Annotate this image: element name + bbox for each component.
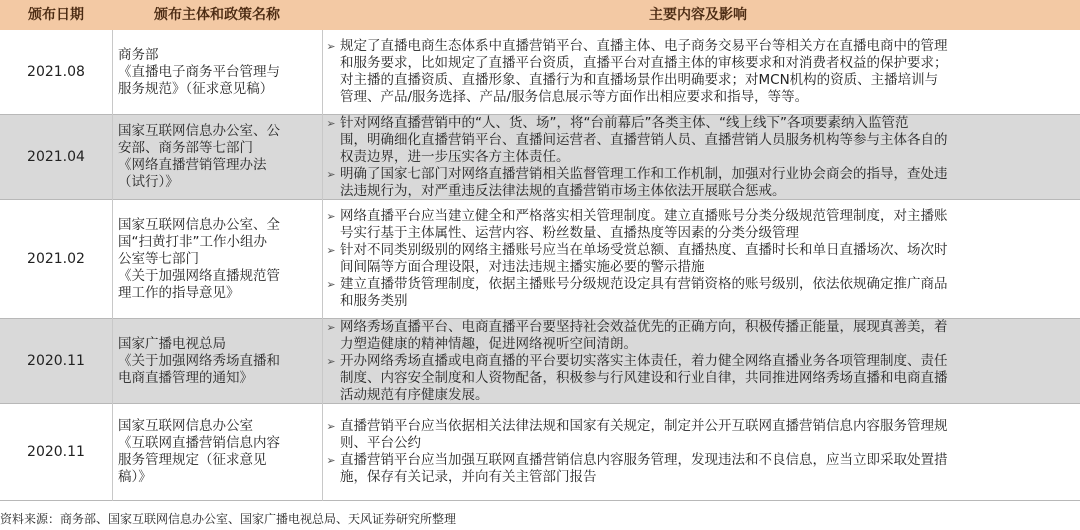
arrow-bullet-icon: ➢: [326, 354, 336, 368]
column-divider: [322, 115, 323, 200]
row-content: [322, 319, 1074, 403]
content-bullet: [322, 166, 1074, 200]
header-date: 颁布日期: [28, 7, 84, 23]
content-bullet: [322, 242, 1074, 276]
issuer-line: 理工作的指导意见》: [118, 284, 240, 301]
bullet-text: [340, 115, 1074, 166]
row-issuer: [112, 319, 320, 403]
arrow-bullet-icon: ➢: [326, 167, 336, 181]
source-note: 资料来源：商务部、国家互联网信息办公室、国家广播电视总局、天风证券研究所整理: [0, 512, 457, 526]
bullet-text: [340, 166, 1074, 200]
issuer-line: 《关于加强网络直播规范管: [118, 267, 280, 284]
bullet-line: 施，保存有关记录，并向有关主管部门报告: [340, 469, 597, 485]
column-divider: [322, 319, 323, 404]
column-divider: [112, 30, 113, 115]
bullet-text: [340, 208, 1074, 242]
row-date: 2020.11: [27, 444, 85, 460]
arrow-bullet-icon: ➢: [326, 454, 336, 467]
row-content: [322, 404, 1074, 500]
bullet-text: [340, 353, 1074, 404]
row-content: [322, 30, 1074, 114]
bullet-line: 直播营销平台应当加强互联网直播营销信息内容服务管理，发现违法和不良信息，应当立即采取处置措: [340, 452, 948, 468]
bullet-line: 法违规行为，对严重违反法律法规的直播营销市场主体依法开展联合惩戒。: [340, 182, 786, 199]
issuer-line: 国家互联网信息办公室、公: [118, 123, 280, 139]
bullet-line: 对主播的直播资质、直播形象、直播行为和直播场景作出明确要求；对MCN机构的资质、主播培训与: [340, 72, 939, 88]
bullet-line: 管理、产品/服务选择、产品/服务信息展示等方面作出相应要求和指导，等等。: [340, 89, 809, 105]
arrow-bullet-icon: ➢: [326, 210, 336, 223]
table-row: [0, 30, 1080, 115]
column-divider: [112, 404, 113, 501]
bullet-line: 力塑造健康的精神情趣，促进网络视听空间清朗。: [340, 335, 637, 352]
bullet-line: 规定了直播电商生态体系中直播营销平台、直播主体、电子商务交易平台等相关方在直播电商中的管理: [340, 38, 948, 54]
row-issuer: [112, 115, 320, 199]
row-issuer: [112, 200, 320, 318]
issuer-line: 服务管理规定（征求意见: [118, 452, 267, 468]
content-bullet: [322, 452, 1074, 486]
arrow-bullet-icon: ➢: [326, 278, 336, 291]
bullet-text: [340, 276, 1074, 310]
issuer-line: 电商直播管理的通知》: [118, 369, 253, 386]
content-bullet: [322, 208, 1074, 242]
issuer-line: 服务规范》（征求意见稿）: [118, 80, 274, 97]
issuer-line: 《关于加强网络秀场直播和: [118, 352, 280, 369]
bullet-line: 开办网络秀场直播或电商直播的平台要切实落实主体责任，着力健全网络直播业务各项管理制度、责任: [340, 352, 948, 369]
bullet-line: 针对不同类别级别的网络主播账号应当在单场受赏总额、直播热度、直播时长和单日直播场次、场次时: [340, 242, 948, 258]
row-content: [322, 115, 1074, 199]
row-issuer: [112, 30, 320, 114]
header-content: 主要内容及影响: [649, 7, 747, 23]
issuer-line: 公室等七部门: [118, 250, 199, 267]
arrow-bullet-icon: ➢: [326, 40, 336, 53]
issuer-line: 商务部: [118, 46, 159, 63]
bullet-line: 间间隔等方面合理设限，对违法违规主播实施必要的警示措施: [340, 259, 705, 275]
column-divider: [322, 30, 323, 115]
column-divider: [112, 115, 113, 200]
table-row: [0, 404, 1080, 501]
bullet-line: 网络直播平台应当建立健全和严格落实相关管理制度。建立直播账号分类分级规范管理制度，对主播账: [340, 208, 948, 224]
arrow-bullet-icon: ➢: [326, 116, 336, 130]
content-bullet: [322, 276, 1074, 310]
content-bullet: [322, 353, 1074, 404]
bullet-text: [340, 38, 1074, 106]
bullet-text: [340, 418, 1074, 452]
bullet-line: 和服务类别: [340, 293, 408, 309]
content-bullet: [322, 38, 1074, 106]
row-content: [322, 200, 1074, 318]
table-header: [0, 0, 1080, 30]
content-bullet: [322, 418, 1074, 452]
row-date: 2020.11: [27, 353, 85, 369]
table-row: [0, 115, 1080, 200]
issuer-line: 国家广播电视总局: [118, 335, 226, 352]
bullet-line: 直播营销平台应当依据相关法律法规和国家有关规定，制定并公开互联网直播营销信息内容服务管理规: [340, 418, 948, 434]
issuer-line: 《直播电子商务平台管理与: [118, 63, 280, 80]
issuer-line: 国家互联网信息办公室: [118, 418, 253, 434]
bullet-line: 围，明确细化直播营销平台、直播间运营者、直播营销人员、直播营销人员服务机构等参与主体各自的: [340, 131, 948, 148]
arrow-bullet-icon: ➢: [326, 420, 336, 433]
column-divider: [112, 319, 113, 404]
bullet-text: [340, 452, 1074, 486]
header-issuer: 颁布主体和政策名称: [154, 7, 280, 23]
bullet-line: 则、平台公约: [340, 435, 421, 451]
bullet-line: 网络秀场直播平台、电商直播平台要坚持社会效益优先的正确方向，积极传播正能量，展现真善美，着: [340, 318, 948, 335]
issuer-line: 《网络直播营销管理办法: [118, 157, 267, 173]
bullet-line: 和服务要求，比如规定了直播平台资质，直播平台对直播主体的审核要求和对消费者权益的保护要求；: [340, 55, 948, 71]
bullet-line: 号实行基于主体属性、运营内容、粉丝数量、直播热度等因素的分类分级管理: [340, 225, 799, 241]
bullet-line: 制度、内容安全制度和人资物配备，积极参与行风建设和行业自律，共同推进网络秀场直播和电商直播: [340, 369, 948, 386]
bullet-line: 明确了国家七部门对网络直播营销相关监督管理工作和工作机制，加强对行业协会商会的指导，查处违: [340, 165, 948, 182]
bullet-text: [340, 319, 1074, 353]
content-bullet: [322, 115, 1074, 166]
row-date: 2021.02: [27, 251, 85, 267]
issuer-line: 国家互联网信息办公室、全: [118, 216, 280, 233]
bullet-line: 活动规范有序健康发展。: [340, 386, 489, 403]
column-divider: [112, 200, 113, 319]
content-bullet: [322, 319, 1074, 353]
bullet-line: 建立直播带货管理制度，依据主播账号分级规范设定具有营销资格的账号级别，依法依规确定推广商品: [340, 276, 948, 292]
row-issuer: [112, 404, 320, 500]
column-divider: [322, 200, 323, 319]
issuer-line: 国“扫黄打非”工作小组办: [118, 233, 267, 250]
bullet-line: 权责边界，进一步压实各方主体责任。: [340, 148, 570, 165]
issuer-line: 安部、商务部等七部门: [118, 140, 253, 156]
arrow-bullet-icon: ➢: [326, 320, 336, 334]
table-row: [0, 319, 1080, 404]
issuer-line: 稿）》: [118, 469, 152, 485]
row-date: 2021.08: [27, 64, 85, 80]
bullet-text: [340, 242, 1074, 276]
issuer-line: （试行）》: [118, 174, 179, 190]
row-date: 2021.04: [27, 149, 85, 165]
arrow-bullet-icon: ➢: [326, 244, 336, 257]
issuer-line: 《互联网直播营销信息内容: [118, 435, 280, 451]
table-row: [0, 200, 1080, 319]
bullet-line: 针对网络直播营销中的“人、货、场”，将“台前幕后”各类主体、“线上线下”各项要素纳入监管范: [340, 114, 909, 131]
column-divider: [322, 404, 323, 501]
